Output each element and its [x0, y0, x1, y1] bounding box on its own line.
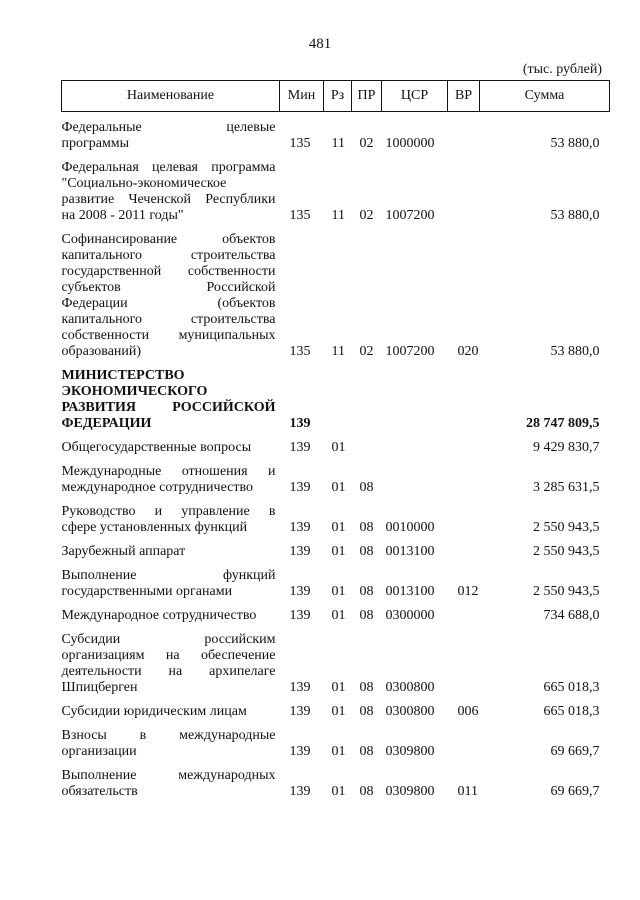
row-name: [62, 560, 280, 600]
row-csr: [382, 456, 448, 496]
row-pr: 08: [359, 704, 374, 719]
row-sum: 69 669,7: [550, 784, 600, 799]
row-name: [62, 224, 280, 360]
table-row: [62, 152, 610, 224]
table-row: [62, 696, 610, 720]
row-min: 139: [289, 744, 311, 759]
row-vr: [448, 432, 480, 456]
row-name-line: организации: [61, 744, 137, 759]
row-pr: 08: [359, 544, 374, 559]
row-csr: 0309800: [385, 784, 435, 799]
header-min: Мин: [280, 81, 324, 112]
row-name-line: собственности муниципальных: [61, 328, 276, 343]
row-sum: 3 285 631,5: [533, 480, 600, 495]
header-pr: ПР: [352, 81, 382, 112]
row-min: 139: [289, 704, 311, 719]
table-row: [62, 760, 610, 800]
row-min: 139: [289, 416, 311, 431]
row-name: [62, 720, 280, 760]
row-pr: 08: [359, 680, 374, 695]
table-row: [62, 560, 610, 600]
row-name-line: Руководство и управление в: [61, 504, 276, 519]
row-rz: 01: [331, 440, 346, 455]
row-name-line: Федеральные целевые: [61, 120, 276, 135]
row-rz: 01: [331, 584, 346, 599]
table-row: [62, 224, 610, 360]
row-name-line: международное сотрудничество: [61, 480, 253, 495]
row-csr: 1000000: [385, 136, 435, 151]
row-rz: 11: [331, 208, 345, 223]
header-rz: Рз: [324, 81, 352, 112]
row-name-line: ЭКОНОМИЧЕСКОГО: [61, 384, 208, 399]
row-sum: 69 669,7: [550, 744, 600, 759]
row-rz: 01: [331, 520, 346, 535]
row-min: 135: [289, 208, 311, 223]
row-name-line: МИНИСТЕРСТВО: [61, 368, 185, 383]
row-csr: 1007200: [385, 208, 435, 223]
row-csr: 0010000: [385, 520, 435, 535]
row-vr: [448, 152, 480, 224]
row-name: [62, 696, 280, 720]
row-pr: 08: [359, 520, 374, 535]
row-name: [62, 600, 280, 624]
row-sum: 28 747 809,5: [526, 416, 600, 431]
row-pr: 08: [359, 744, 374, 759]
row-name-line: Взносы в международные: [61, 728, 276, 743]
row-name-line: субъектов Российской: [61, 280, 276, 295]
table-row: [62, 432, 610, 456]
row-vr: [448, 456, 480, 496]
row-pr: 02: [359, 136, 374, 151]
row-pr: 08: [359, 784, 374, 799]
row-sum: 2 550 943,5: [533, 544, 600, 559]
row-rz: 01: [331, 704, 346, 719]
row-sum: 53 880,0: [550, 208, 600, 223]
row-name: [62, 360, 280, 432]
row-min: 139: [289, 680, 311, 695]
table-row: [62, 360, 610, 432]
row-csr: 0013100: [385, 584, 435, 599]
header-name: Наименование: [62, 81, 280, 112]
row-name: [62, 624, 280, 696]
table-row: [62, 720, 610, 760]
row-name-line: РАЗВИТИЯ РОССИЙСКОЙ: [61, 400, 276, 415]
row-name-line: Выполнение международных: [61, 768, 276, 783]
page-number: 481: [308, 36, 332, 52]
row-vr: 012: [457, 584, 479, 599]
row-vr: [448, 600, 480, 624]
row-name-line: на 2008 - 2011 годы": [61, 208, 184, 223]
row-name-line: капитального строительства: [61, 312, 276, 327]
table-row: [62, 600, 610, 624]
row-sum: 665 018,3: [543, 704, 600, 719]
table-body: [62, 112, 610, 801]
row-rz: 01: [331, 480, 346, 495]
row-name: [62, 536, 280, 560]
row-name-line: Шпицберген: [61, 680, 138, 695]
row-min: 135: [289, 344, 311, 359]
header-sum: Сумма: [480, 81, 610, 112]
row-min: 139: [289, 784, 311, 799]
row-vr: 011: [457, 784, 478, 799]
row-rz: 11: [331, 344, 345, 359]
row-vr: [448, 536, 480, 560]
row-name-line: развитие Чеченской Республики: [61, 192, 276, 207]
row-min: 139: [289, 480, 311, 495]
row-name-line: организациям на обеспечение: [61, 648, 276, 663]
row-name-line: ФЕДЕРАЦИИ: [61, 416, 152, 431]
row-rz: 01: [331, 784, 346, 799]
row-name-line: Федеральная целевая программа: [61, 160, 276, 175]
row-min: 139: [289, 608, 311, 623]
header-vr: ВР: [448, 81, 480, 112]
row-sum: 53 880,0: [550, 344, 600, 359]
row-name-line: обязательств: [61, 784, 138, 799]
row-name-line: Международные отношения и: [61, 464, 276, 479]
row-name-line: Зарубежный аппарат: [61, 544, 186, 559]
table-row: [62, 112, 610, 153]
row-sum: 2 550 943,5: [533, 520, 600, 535]
row-name-line: Международное сотрудничество: [61, 608, 257, 623]
row-name: [62, 152, 280, 224]
row-sum: 734 688,0: [543, 608, 600, 623]
row-name-line: программы: [61, 136, 130, 151]
row-name: [62, 456, 280, 496]
row-pr: 02: [359, 208, 374, 223]
row-pr: [352, 432, 382, 456]
row-rz: 01: [331, 544, 346, 559]
row-pr: 08: [359, 480, 374, 495]
row-min: 139: [289, 544, 311, 559]
row-rz: [324, 360, 352, 432]
row-name: [62, 112, 280, 153]
row-name-line: капитального строительства: [61, 248, 276, 263]
row-name-line: Субсидии российским: [61, 632, 276, 647]
units-label: (тыс. рублей): [522, 62, 602, 77]
row-sum: 2 550 943,5: [533, 584, 600, 599]
row-name-line: деятельности на архипелаге: [61, 664, 276, 679]
row-name: [62, 432, 280, 456]
row-pr: 08: [359, 584, 374, 599]
row-sum: 9 429 830,7: [533, 440, 600, 455]
row-csr: 0013100: [385, 544, 435, 559]
row-csr: 1007200: [385, 344, 435, 359]
row-vr: 020: [457, 344, 479, 359]
row-pr: [352, 360, 382, 432]
row-name-line: "Социально-экономическое: [61, 176, 227, 191]
row-min: 139: [289, 440, 311, 455]
row-pr: 08: [359, 608, 374, 623]
table-row: [62, 536, 610, 560]
row-csr: 0309800: [385, 744, 435, 759]
row-rz: 01: [331, 680, 346, 695]
row-csr: [382, 360, 448, 432]
row-min: 135: [289, 136, 311, 151]
row-vr: [448, 112, 480, 153]
row-pr: 02: [359, 344, 374, 359]
budget-table: [61, 80, 610, 800]
row-min: 139: [289, 520, 311, 535]
row-vr: 006: [457, 704, 479, 719]
row-name-line: государственными органами: [61, 584, 233, 599]
row-vr: [448, 720, 480, 760]
row-rz: 11: [331, 136, 345, 151]
row-name-line: сфере установленных функций: [61, 520, 248, 535]
header-csr: ЦСР: [382, 81, 448, 112]
row-name-line: Общегосударственные вопросы: [61, 440, 252, 455]
row-name-line: Софинансирование объектов: [61, 232, 276, 247]
row-name: [62, 760, 280, 800]
row-name-line: государственной собственности: [61, 264, 276, 279]
row-rz: 01: [331, 744, 346, 759]
row-sum: 665 018,3: [543, 680, 600, 695]
row-vr: [448, 624, 480, 696]
header-row: [62, 81, 610, 112]
table-row: [62, 456, 610, 496]
row-csr: [382, 432, 448, 456]
row-sum: 53 880,0: [550, 136, 600, 151]
table-row: [62, 496, 610, 536]
row-name-line: Субсидии юридическим лицам: [61, 704, 247, 719]
row-name-line: Выполнение функций: [61, 568, 276, 583]
row-csr: 0300800: [385, 680, 435, 695]
row-min: 139: [289, 584, 311, 599]
row-rz: 01: [331, 608, 346, 623]
row-name: [62, 496, 280, 536]
row-vr: [448, 360, 480, 432]
table-row: [62, 624, 610, 696]
row-name-line: образований): [61, 344, 142, 359]
row-name-line: Федерации (объектов: [61, 296, 276, 311]
row-csr: 0300800: [385, 704, 435, 719]
row-vr: [448, 496, 480, 536]
row-csr: 0300000: [385, 608, 435, 623]
